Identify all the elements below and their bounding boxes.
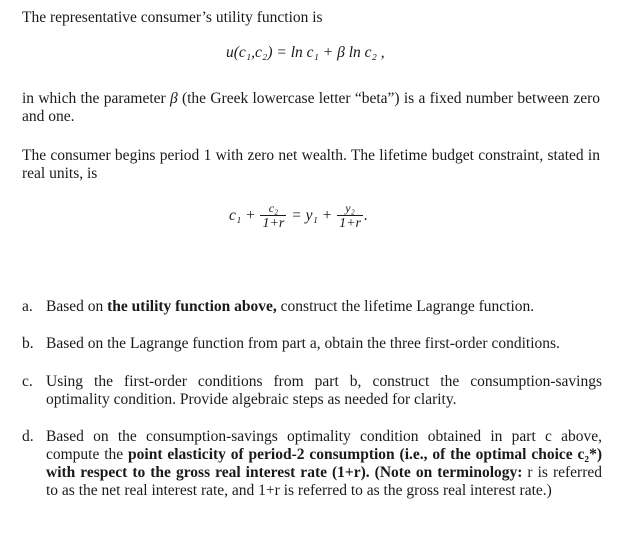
question-label: b. <box>22 335 34 352</box>
question-bold-text: point elasticity of period-2 consumption (i.e., of the optimal choice c₂*) with respect to the gross real interest rate (1+r). (Note on terminology: <box>46 446 602 481</box>
question-text <box>46 335 602 353</box>
beta-paragraph <box>22 90 600 126</box>
fraction-c2-den: 1+r <box>262 216 285 231</box>
budget-eq-y1: = y₁ + <box>291 207 333 225</box>
question-plain-text: Using the first-order conditions from part b, construct the consumption-savings optimality condition. Provide algebraic steps as needed for clarity. <box>46 373 602 408</box>
fraction-c2-num: c₂ <box>268 201 279 215</box>
question-plain-text: r is referred to as the net real interest rate, and 1+r is referred to as the gross real interest rate.) <box>46 464 602 499</box>
question-label: c. <box>22 373 33 390</box>
fraction-c2 <box>260 202 286 231</box>
fraction-y2 <box>337 202 363 231</box>
question-label: d. <box>22 428 34 445</box>
question-plain-text: Based on the consumption-savings optimality condition obtained in part c above, compute the <box>46 428 602 463</box>
fraction-y2-den: 1+r <box>339 216 361 231</box>
question-plain-text: construct the lifetime Lagrange function. <box>276 298 535 315</box>
utility-equation <box>226 44 385 62</box>
question-text <box>46 428 602 500</box>
budget-equation <box>229 202 368 231</box>
question-label: a. <box>22 298 33 315</box>
beta-symbol: β <box>169 90 178 107</box>
question-bold-text: the utility function above, <box>107 298 277 315</box>
budget-c1: c₁ + <box>229 207 256 225</box>
question-text <box>46 298 602 316</box>
question-text <box>46 373 602 409</box>
intro-text: The representative consumer’s utility function is <box>22 9 323 26</box>
budget-end: . <box>363 207 368 225</box>
question-plain-text: Based on <box>46 298 108 315</box>
question-plain-text: Based on the Lagrange function from part a, obtain the three first-order conditions. <box>46 335 560 352</box>
utility-lhs: u(c₁,c₂) = <box>226 44 291 61</box>
budget-paragraph: The consumer begins period 1 with zero net wealth. The lifetime budget constraint, stated in real units, is <box>22 147 600 182</box>
beta-before: in which the parameter <box>22 90 166 107</box>
fraction-y2-num: y₂ <box>345 201 355 215</box>
utility-rhs: ln c₁ + β ln c₂ , <box>290 44 385 61</box>
beta-after: (the Greek lowercase letter “beta”) is a fixed number between zero and one. <box>22 90 600 125</box>
